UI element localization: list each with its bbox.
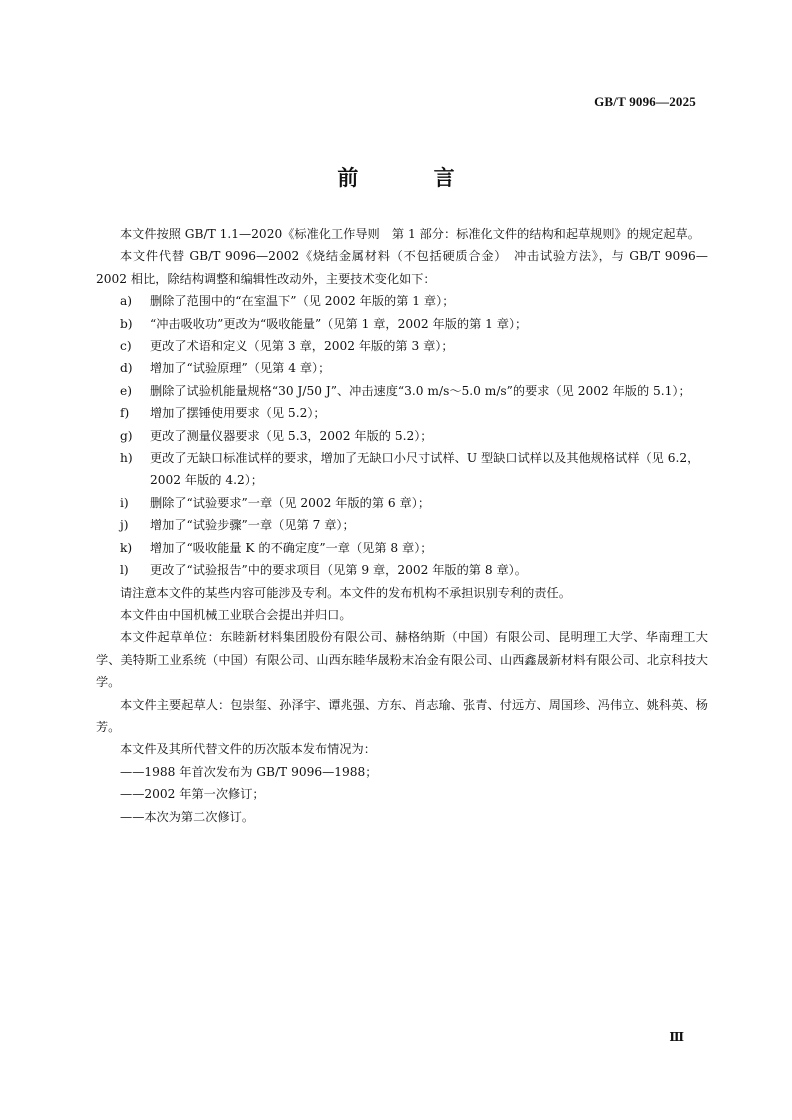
list-item — [96, 335, 708, 357]
list-item — [96, 559, 708, 581]
list-marker: k) — [120, 540, 133, 555]
history-item: ——本次为第二次修订。 — [120, 809, 255, 824]
list-item — [96, 492, 708, 514]
list-item — [96, 537, 708, 559]
list-item — [96, 514, 708, 536]
list-item-text: “冲击吸收功”更改为“吸收能量”（见第 1 章，2002 年版的第 1 章）； — [150, 316, 528, 331]
list-item — [96, 313, 708, 335]
list-item-text: 更改了术语和定义（见第 3 章，2002 年版的第 3 章）； — [150, 339, 454, 354]
list-marker: d) — [120, 361, 133, 376]
list-marker: g) — [120, 428, 133, 443]
list-item-text: 删除了范围中的“在室温下”（见 2002 年版的第 1 章）； — [150, 294, 455, 309]
list-item-text: 删除了“试验要求”一章（见 2002 年版的第 6 章）； — [150, 495, 431, 510]
list-marker: i) — [120, 495, 129, 510]
list-item — [96, 425, 708, 447]
paragraph-replacement: 本文件代替 GB/T 9096—2002《烧结金属材料（不包括硬质合金） 冲击试验方法》，与 GB/T 9096—2002 相比，除结构调整和编辑性改动外，主要技术变化如下： — [96, 249, 708, 286]
list-marker: j) — [120, 518, 129, 533]
document-body — [96, 223, 708, 828]
paragraph-drafting-rule: 本文件按照 GB/T 1.1—2020《标准化工作导则 第 1 部分：标准化文件的结构和起草规则》的规定起草。 — [120, 227, 700, 241]
history-item: ——1988 年首次发布为 GB/T 9096—1988； — [120, 764, 378, 779]
list-marker: c) — [120, 339, 132, 354]
list-marker: f) — [120, 406, 130, 421]
list-marker: b) — [120, 316, 133, 331]
standard-code: GB/T 9096—2025 — [594, 94, 696, 109]
list-item-text: 增加了“试验原理”（见第 4 章）； — [150, 361, 331, 376]
list-item-text: 增加了“试验步骤”一章（见第 7 章）； — [150, 518, 355, 533]
history-item: ——2002 年第一次修订； — [120, 787, 265, 802]
drafters: 本文件主要起草人：包崇玺、孙泽宇、谭兆强、方东、肖志瑜、张青、付远方、周国珍、冯伟立、姚科英、杨芳。 — [96, 697, 708, 734]
list-item — [96, 447, 708, 492]
list-item — [96, 357, 708, 379]
list-marker: l) — [120, 563, 129, 578]
page-number: Ⅲ — [669, 1030, 684, 1044]
page-title: 前 言 — [337, 165, 489, 190]
list-item — [96, 402, 708, 424]
patent-note: 请注意本文件的某些内容可能涉及专利。本文件的发布机构不承担识别专利的责任。 — [120, 585, 571, 600]
list-item-text: 增加了摆锤使用要求（见 5.2）； — [150, 406, 326, 421]
list-item-text: 增加了“吸收能量 K 的不确定度”一章（见第 8 章）； — [150, 540, 433, 555]
list-item — [96, 290, 708, 312]
list-marker: a) — [120, 294, 133, 309]
proposer-statement: 本文件由中国机械工业联合会提出并归口。 — [120, 607, 352, 622]
history-intro: 本文件及其所代替文件的历次版本发布情况为： — [120, 742, 376, 757]
drafting-units: 本文件起草单位：东睦新材料集团股份有限公司、赫格纳斯（中国）有限公司、昆明理工大学、华南理工大学、美特斯工业系统（中国）有限公司、山西东睦华晟粉末冶金有限公司、山西鑫晟新材料有限公司、北京科技大学。 — [96, 630, 708, 690]
list-item-text: 更改了测量仪器要求（见 5.3，2002 年版的 5.2）； — [150, 428, 433, 443]
list-marker: e) — [120, 383, 132, 398]
list-item-text: 更改了“试验报告”中的要求项目（见第 9 章，2002 年版的第 8 章）。 — [150, 563, 527, 578]
list-item-text: 删除了试验机能量规格“30 J/50 J”、冲击速度“3.0 m/s～5.0 m/s”的要求（见 2002 年版的 5.1）； — [150, 383, 691, 398]
list-marker: h) — [120, 451, 133, 466]
list-item-text: 更改了无缺口标准试样的要求，增加了无缺口小尺寸试样、U 型缺口试样以及其他规格试样（见 6.2，2002 年版的 4.2）； — [150, 451, 700, 488]
list-item — [96, 380, 708, 402]
changes-list — [96, 290, 708, 581]
